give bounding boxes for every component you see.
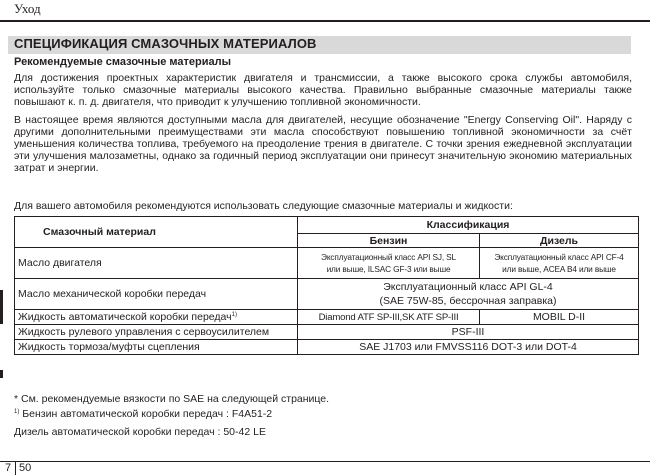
page-number: 50 [19, 462, 32, 474]
table-row-manual-gearbox [15, 279, 639, 310]
table-row-brake-clutch [15, 340, 639, 355]
table-intro: Для вашего автомобиля рекомендуются использовать следующие смазочные материалы и жидкости: [14, 200, 513, 212]
brake-clutch-spec: SAE J1703 или FMVSS116 DOT-3 или DOT-4 [298, 340, 639, 355]
table-row-automatic-gearbox [15, 310, 639, 325]
row-label-engine-oil: Масло двигателя [15, 248, 298, 279]
paragraph-quality: Для достижения проектных характеристик двигателя и трансмиссии, а также высокого срока службы автомобиля, используйте только смазочные материалы высокого качества. Правильно выбранные смазочные материалы также повышают к. п. д. двигателя, что приводит к улучшению топливной экономичности. [14, 72, 632, 108]
chapter-tab-mark [0, 290, 3, 324]
footer-divider [0, 461, 650, 462]
row-label-brake-clutch: Жидкость тормоза/муфты сцепления [15, 340, 298, 355]
automatic-gearbox-diesel-spec: MOBIL D-II [480, 310, 639, 325]
column-header-petrol: Бензин [298, 234, 480, 248]
row-label-automatic-gearbox [15, 310, 298, 325]
engine-oil-petrol-spec [298, 248, 480, 279]
table-row-engine-oil [15, 248, 639, 279]
column-header-classification: Классификация [298, 217, 639, 234]
header-title: Уход [14, 1, 41, 16]
note-diesel-atf: Дизель автоматической коробки передач : 50-42 LE [14, 426, 266, 438]
engine-oil-diesel-line2: или выше, ACEA B4 или выше [502, 264, 616, 274]
subsection-title: Рекомендуемые смазочные материалы [14, 56, 231, 68]
note-petrol-atf-text: Бензин автоматической коробки передач : F4A51-2 [22, 408, 273, 420]
lubricant-spec-table [14, 216, 639, 355]
row-label-manual-gearbox: Масло механической коробки передач [15, 279, 298, 310]
automatic-gearbox-petrol-spec: Diamond ATF SP-III,SK ATF SP-III [298, 310, 480, 325]
note-viscosity: * См. рекомендуемые вязкости по SAE на следующей странице. [14, 393, 330, 405]
column-header-material: Смазочный материал [15, 217, 298, 248]
engine-oil-diesel-line1: Эксплуатационный класс API CF-4 [494, 252, 624, 262]
manual-gearbox-line2: (SAE 75W-85, бессрочная заправка) [379, 295, 557, 307]
engine-oil-diesel-spec [480, 248, 639, 279]
page-chapter-number: 7 [5, 462, 12, 474]
automatic-gearbox-label-text: Жидкость автоматической коробки передач [18, 311, 232, 323]
row-label-power-steering: Жидкость рулевого управления с сервоусилителем [15, 325, 298, 340]
engine-oil-petrol-line2: или выше, ILSAC GF-3 или выше [326, 264, 451, 274]
power-steering-spec: PSF-III [298, 325, 639, 340]
paragraph-energy-conserving: В настоящее время являются доступными масла для двигателей, несущие обозначение "Energy Conserving Oil". Наряду с другими дополнительными преимуществами эти масла способствуют повышению топливной экономичности за счёт уменьшения количества топлива, требуемого на преодоление трения в двигателе. С точки зрения ежедневной эксплуатации эти улучшения малозаметны, однако за годичный период эксплуатации они принесут значительную экономию материальных затрат и энергии. [14, 114, 632, 174]
chapter-tab-mark-small [0, 370, 3, 378]
engine-oil-petrol-line1: Эксплуатационный класс API SJ, SL [321, 252, 456, 262]
column-header-diesel: Дизель [480, 234, 639, 248]
manual-gearbox-spec [298, 279, 639, 310]
table-row-power-steering [15, 325, 639, 340]
footer-page-separator [15, 461, 16, 475]
footnote-marker: 1) [231, 312, 237, 318]
section-title: СПЕЦИФИКАЦИЯ СМАЗОЧНЫХ МАТЕРИАЛОВ [14, 36, 317, 51]
note-petrol-atf [14, 408, 272, 420]
footnote-mark: 1) [14, 409, 20, 415]
header-bar [0, 0, 650, 22]
manual-gearbox-line1: Эксплуатационный класс API GL-4 [383, 281, 553, 293]
